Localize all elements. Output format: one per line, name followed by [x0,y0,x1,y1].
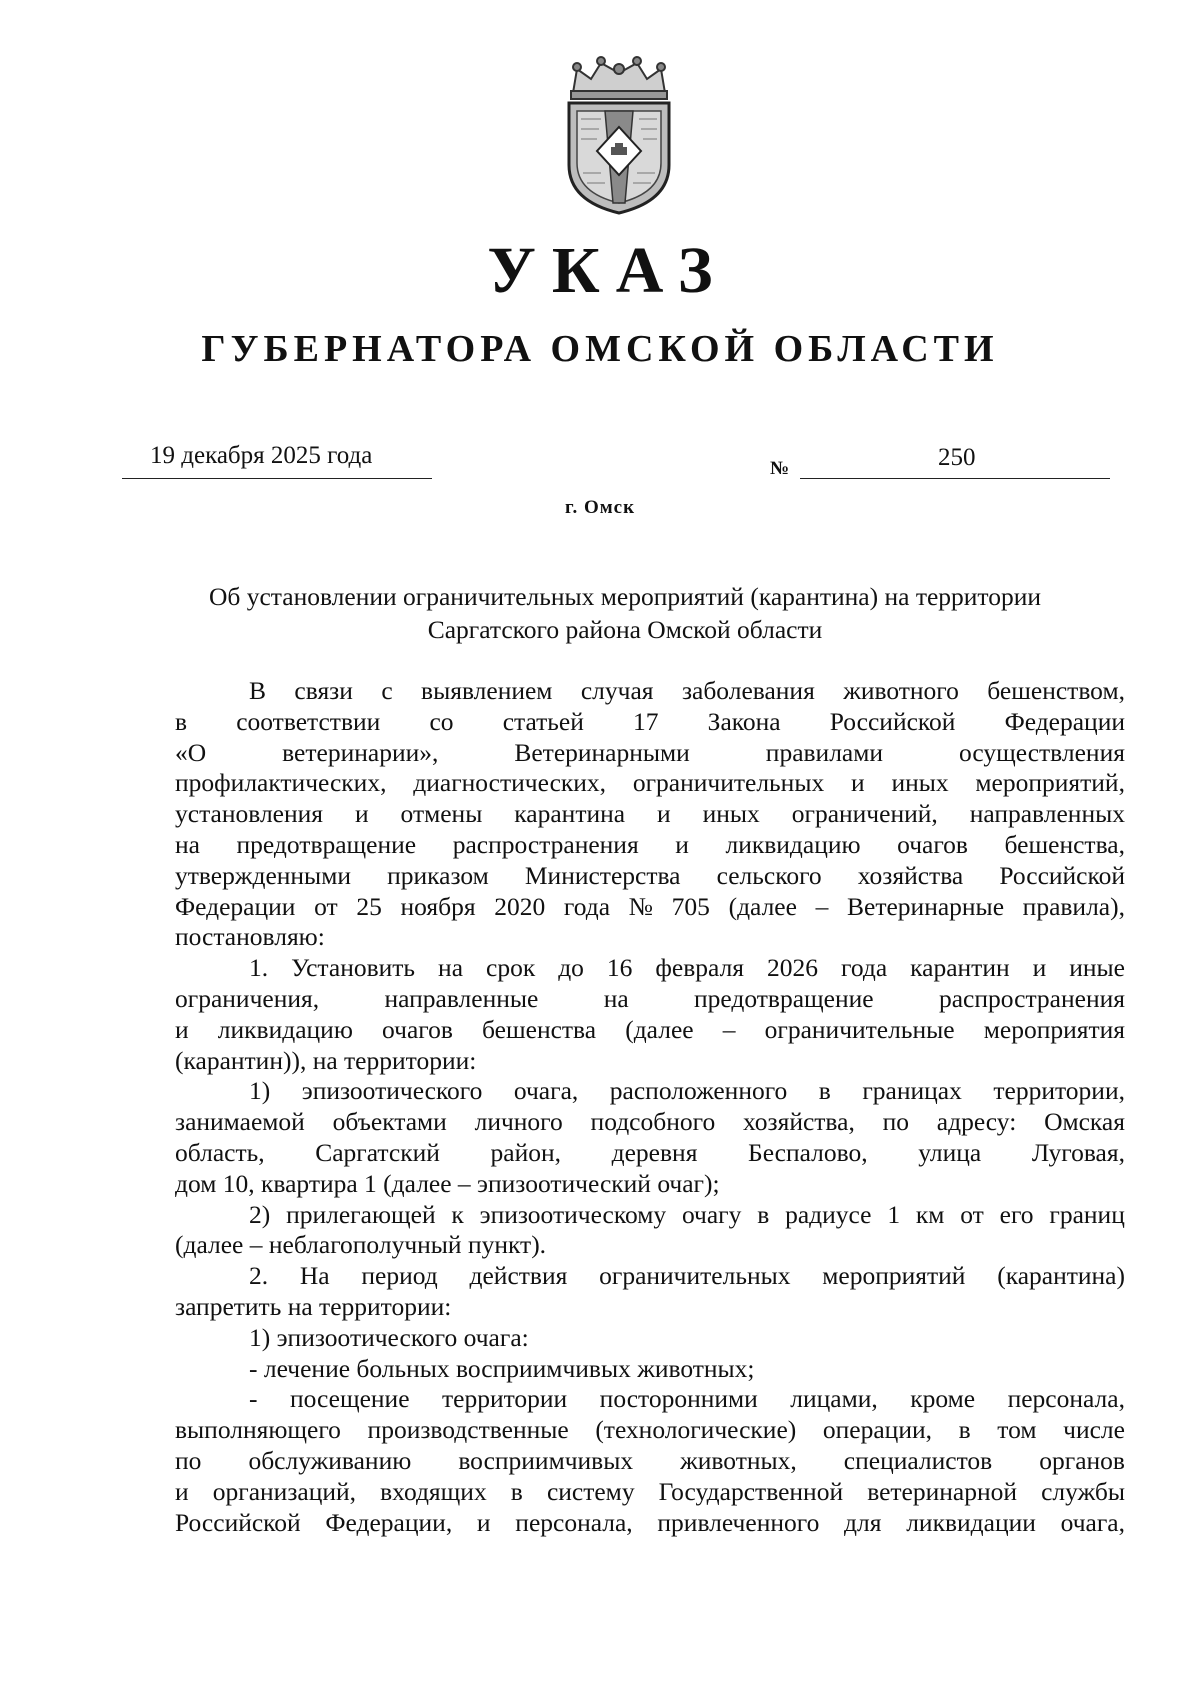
body-word: профилактических, [175,768,387,798]
body-text-line [175,1200,1125,1231]
body-word: Министерства [524,860,681,890]
body-text-line [175,1446,1125,1477]
body-word: органов [1039,1445,1125,1475]
body-text-line [175,1415,1125,1446]
number-label: № [770,458,790,479]
body-text-line [175,768,1125,799]
body-word: Российской [999,860,1125,890]
body-word: 17 [633,706,659,736]
body-text-line [175,830,1125,861]
decree-number: 250 [938,444,976,471]
body-word: В [249,676,267,705]
body-word: расположенного [609,1076,788,1106]
body-word: статьей [502,706,584,736]
body-word: правила), [1022,891,1125,921]
date-field [122,440,432,479]
body-word: 2026 [767,953,819,983]
body-word: по [882,1107,910,1137]
body-word: (далее [625,1014,694,1044]
body-word: привлеченного [657,1507,820,1537]
body-word: года [841,953,888,983]
body-word: – [722,1014,736,1044]
body-word: радиусе [785,1199,872,1229]
body-word: и [175,1014,189,1044]
body-word: ограничительных [599,1261,791,1291]
body-word: иные [1069,953,1125,983]
body-text-line: - лечение больных восприимчивых животных; [249,1353,755,1383]
body-word: ликвидацию [725,829,861,859]
body-word: 1 [887,1199,901,1229]
body-text-line: 1) эпизоотического очага: [249,1322,529,1352]
body-word: Федерации, [325,1507,453,1537]
body-word: восприимчивых [458,1445,634,1475]
body-text-line [175,676,1125,707]
body-word: бешенства [482,1014,597,1044]
body-word: по [175,1445,202,1475]
body-word: район, [490,1137,562,1167]
body-word: распространения [452,829,639,859]
body-word: срок [486,953,536,983]
body-word: в [757,1199,770,1229]
body-word: адресу: [936,1107,1017,1137]
body-word: подсобного [590,1107,716,1137]
decree-title: УКАЗ [487,234,729,307]
decree-body-text [175,676,1125,1538]
body-text-line [175,953,1125,984]
body-word: направленных [969,799,1125,829]
body-word: ограничения, [175,983,320,1013]
body-word: Саргатский [315,1137,440,1167]
body-word: заболевания [681,676,815,705]
body-text-line [175,861,1125,892]
body-word: для [844,1507,882,1537]
body-word: производственные [367,1415,569,1445]
body-word: улица [918,1137,982,1167]
body-word: до [558,953,584,983]
body-word: Государственной [658,1476,844,1506]
body-word: выполняющего [175,1415,341,1445]
body-word: случая [580,676,654,705]
body-word: и [1032,953,1047,983]
body-word: территории [441,1384,568,1414]
body-text-line [175,1015,1125,1046]
body-word: установления [175,799,324,829]
omsk-coat-of-arms-emblem [555,55,683,215]
body-word: Установить [291,953,416,983]
body-word: эпизоотическому [479,1199,667,1229]
body-word: 16 [606,953,633,983]
body-word: очага, [1060,1507,1125,1537]
body-word: правилами [765,737,884,767]
body-text-line: постановляю: [175,922,325,952]
body-word: занимаемой [175,1107,305,1137]
body-word: (технологические) [595,1415,797,1445]
body-word: ограничений, [791,799,938,829]
body-word: специалистов [843,1445,993,1475]
body-word: ликвидации [906,1507,1036,1537]
body-word: животного [843,676,959,705]
body-word: Луговая, [1031,1137,1125,1167]
body-word: кроме [910,1384,976,1414]
body-word: бешенства, [1004,829,1125,859]
body-word: посещение [289,1384,410,1414]
body-word: 1. [249,953,269,983]
body-text-line [175,984,1125,1015]
body-word: границах [862,1076,962,1106]
body-word: утвержденными [175,860,351,890]
body-word: км [915,1199,945,1229]
body-word: иных [702,799,760,829]
body-word: операции, [822,1415,932,1445]
body-word: от [960,1199,984,1229]
body-word: 2. [249,1261,269,1291]
body-word: обслуживанию [248,1445,412,1475]
city-name: г. Омск [564,497,636,518]
body-word: эпизоотического [301,1076,483,1106]
body-word: деревня [611,1137,698,1167]
body-word: входящих [380,1476,487,1506]
body-text-line: (далее – неблагополучный пункт). [175,1230,547,1260]
body-word: направленные [384,983,539,1013]
document-title-line: Об установлении ограничительных мероприятий (карантина) на территории [208,582,1042,611]
body-word: очага, [513,1076,579,1106]
body-word: ограничительных [632,768,825,798]
body-word: 1) [249,1076,271,1106]
body-word: действия [469,1261,568,1291]
body-text-line [175,1384,1125,1415]
body-word: очагу [681,1199,742,1229]
body-word: хозяйства [857,860,964,890]
body-word: объектами [332,1107,447,1137]
body-word: прилегающей [286,1199,436,1229]
body-word: 2020 [494,891,546,921]
decree-date: 19 декабря 2025 года [150,442,373,469]
body-word: область, [175,1137,265,1167]
body-word: выявлением [421,676,553,705]
body-word: распространения [938,983,1125,1013]
body-word: № [628,891,654,921]
body-word: и [476,1507,491,1537]
body-word: Беспалово, [748,1137,868,1167]
body-word: 705 [671,891,710,921]
body-word: Федерации [1004,706,1125,736]
body-text-line: (карантин)), на территории: [175,1045,477,1075]
body-word: лицами, [790,1384,878,1414]
body-word: 25 [356,891,382,921]
body-text-line [175,1076,1125,1107]
body-word: карантина [514,799,626,829]
body-word: и [851,768,865,798]
body-word: Федерации [175,891,296,921]
body-word: Закона [707,706,781,736]
body-word: – [815,891,829,921]
body-word: Ветеринарными [514,737,690,767]
body-text-line [175,1477,1125,1508]
body-text-line [175,707,1125,738]
body-word: на [175,829,200,859]
body-word: мероприятий [822,1261,966,1291]
body-word: года [563,891,611,921]
body-word: 2) [249,1199,271,1229]
body-word: от [314,891,338,921]
document-title-line: Саргатского района Омской области [427,615,823,644]
body-word: посторонними [599,1384,758,1414]
body-word: Ветеринарные [847,891,1005,921]
body-word: отмены [400,799,483,829]
number-field [800,444,1110,479]
body-word: февраля [655,953,745,983]
body-word: Российской [829,706,956,736]
body-word: (далее [728,891,797,921]
body-word: диагностических, [413,768,607,798]
body-text-line [175,1107,1125,1138]
body-text-line [175,892,1125,923]
decree-subtitle: ГУБЕРНАТОРА ОМСКОЙ ОБЛАСТИ [201,328,999,370]
body-word: мероприятия [983,1014,1125,1044]
body-word: том [997,1415,1037,1445]
body-word: период [361,1261,438,1291]
body-word: службы [1041,1476,1125,1506]
body-text-line [175,799,1125,830]
body-word: карантин [910,953,1010,983]
body-word: в [958,1415,971,1445]
body-word: с [381,676,393,705]
body-word: в [510,1476,523,1506]
body-word: и [175,1476,189,1506]
body-word: территории, [993,1076,1125,1106]
body-word: предотвращение [236,829,417,859]
body-word: связи [294,676,353,705]
body-word: предотвращение [694,983,874,1013]
body-word: и [354,799,369,829]
body-text-line: запретить на территории: [175,1291,452,1321]
body-word: в [818,1076,831,1106]
body-word: На [299,1261,330,1291]
body-word: иных [891,768,949,798]
body-word: на [603,983,629,1013]
body-word: и [657,799,671,829]
body-word: хозяйства, [742,1107,855,1137]
body-text-line [175,1261,1125,1292]
body-word: приказом [387,860,489,890]
body-word: животных, [680,1445,797,1475]
body-word: границ [1049,1199,1125,1229]
body-word: осуществления [959,737,1125,767]
body-word: соответствии [236,706,381,736]
body-word: бешенством, [987,676,1125,705]
body-word: в [175,706,188,736]
body-word: очагов [897,829,968,859]
body-text-line [175,1138,1125,1169]
body-word: персонала, [515,1507,633,1537]
body-word: Российской [175,1507,301,1537]
body-text-line [175,1508,1125,1539]
body-word: сельского [716,860,822,890]
body-word: и [675,829,689,859]
body-word: ветеринарии», [282,737,439,767]
body-word: ограничительные [764,1014,955,1044]
body-word: (карантина) [997,1261,1125,1291]
document-title [140,580,1110,646]
body-word: ветеринарной [867,1476,1018,1506]
body-word: организаций, [212,1476,357,1506]
body-word: на [438,953,464,983]
body-word: ноября [400,891,476,921]
body-word: - [249,1384,258,1414]
body-text-line: дом 10, квартира 1 (далее – эпизоотический очаг); [175,1168,720,1198]
body-word: числе [1063,1415,1125,1445]
body-word: «О [175,737,207,767]
body-word: его [999,1199,1034,1229]
body-word: очагов [382,1014,453,1044]
body-word: ликвидацию [217,1014,353,1044]
body-word: мероприятий, [975,768,1125,798]
body-word: личного [474,1107,563,1137]
body-word: к [451,1199,464,1229]
body-text-line [175,738,1125,769]
body-word: персонала, [1007,1384,1125,1414]
body-word: Омская [1044,1107,1125,1137]
body-word: со [429,706,454,736]
body-word: систему [546,1476,635,1506]
